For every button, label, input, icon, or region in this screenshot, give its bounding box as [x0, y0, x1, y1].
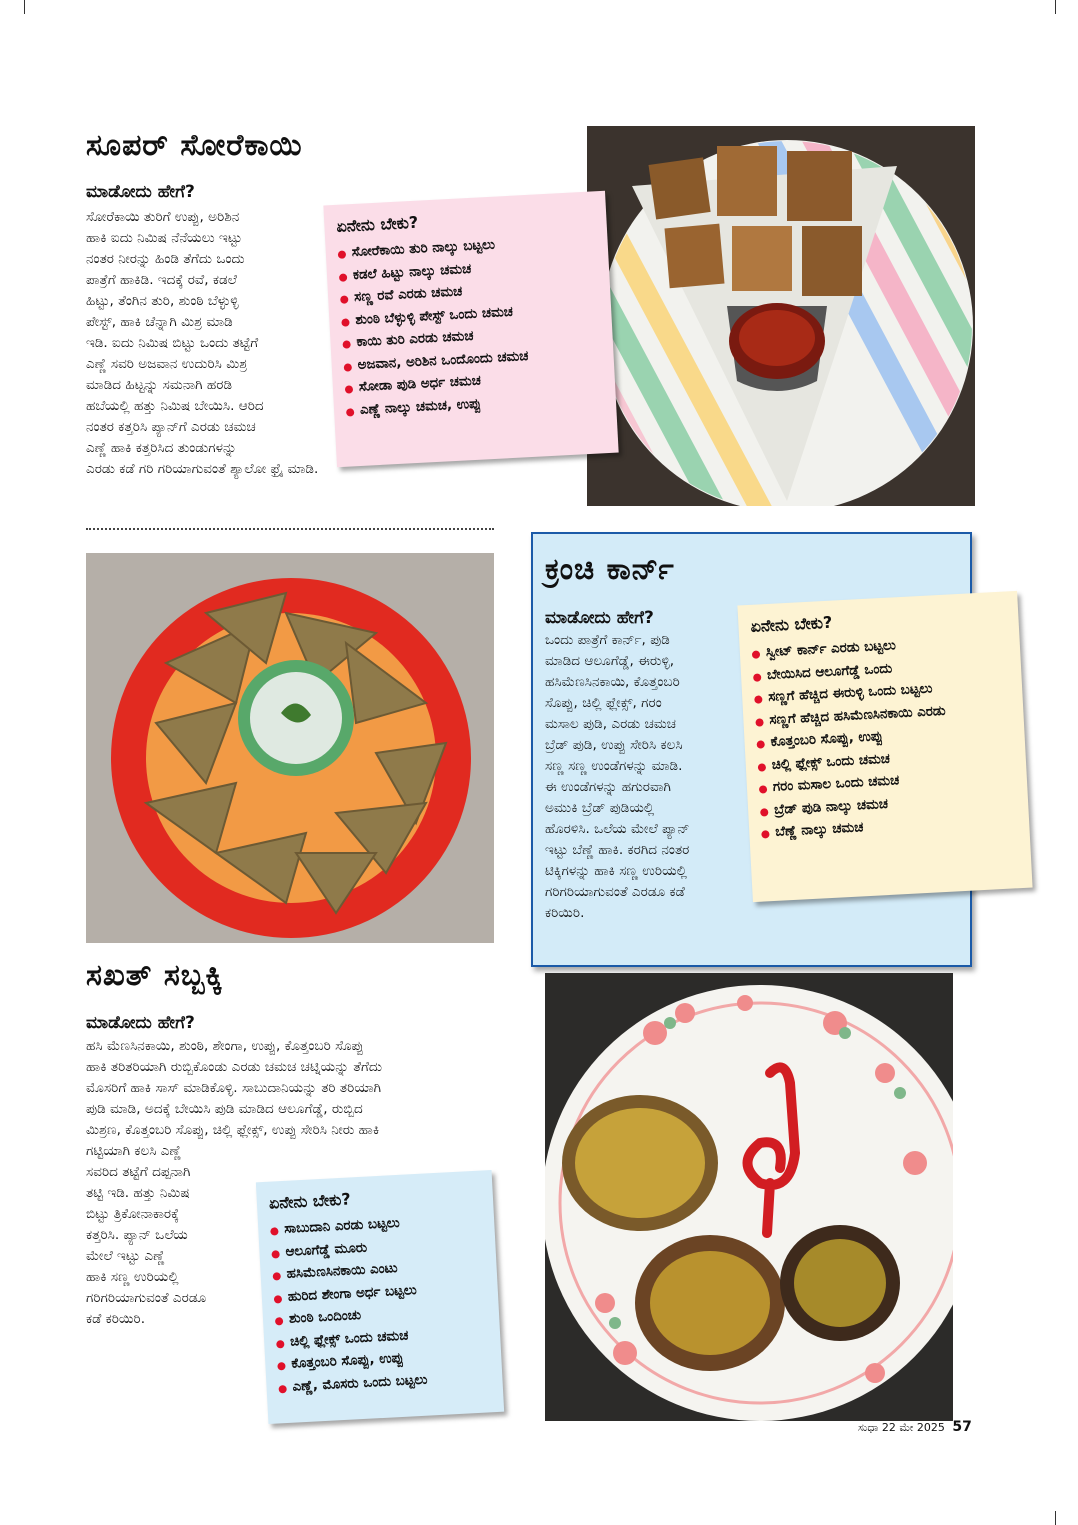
ingredient-text: ಸಣ್ಣಗೆ ಹೆಚ್ಚಿದ ಹಸಿಮೆಣಸಿನಕಾಯಿ ಎರಡು [769, 703, 946, 728]
recipe2-title: ಕ್ರಂಚಿ ಕಾರ್ನ್ [545, 552, 675, 587]
ingredient-text: ಸಣ್ಣಗೆ ಹೆಚ್ಚಿದ ಈರುಳ್ಳಿ ಒಂದು ಬಟ್ಟಲು [767, 681, 933, 706]
bullet-icon [752, 650, 760, 658]
ingredient-text: ಗರಂ ಮಸಾಲ ಒಂದು ಚಮಚ [772, 773, 900, 795]
method-line: ಹೊರಳಿಸಿ. ಒಲೆಯ ಮೇಲೆ ಪ್ಯಾನ್ [545, 821, 690, 837]
method-line: ಎರಡು ಕಡೆ ಗರಿ ಗರಿಯಾಗುವಂತೆ ಶ್ಯಾಲೋ ಫ್ರೈ ಮಾಡಿ. [86, 461, 319, 477]
method-line: ಸೊಪ್ಪು, ಚಿಲ್ಲಿ ಫ್ಲೇಕ್ಸ್, ಗರಂ [545, 695, 662, 711]
ingredient-text: ಸಾಬುದಾನಿ ಎರಡು ಬಟ್ಟಲು [283, 1215, 401, 1237]
ingredient-text: ಅಜವಾನ, ಅರಿಶಿನ ಒಂದೊಂದು ಚಮಚ [357, 348, 529, 373]
bullet-icon [271, 1250, 279, 1258]
method-line: ಹಾಕಿ ತರಿತರಿಯಾಗಿ ರುಬ್ಬಿಕೊಂಡು ಎರಡು ಚಮಚ ಚಟ್ನಿಯನ್ನು ತೆಗೆದು [86, 1059, 383, 1075]
ingredient-text: ಸ್ವೀಟ್ ಕಾರ್ನ್ ಎರಡು ಬಟ್ಟಲು [765, 638, 897, 661]
ingredient-text: ಹಸಿಮೆಣಸಿನಕಾಯಿ ಎಂಟು [286, 1261, 398, 1282]
recipe2-photo [545, 973, 953, 1421]
ingredient-text: ಶುಂಠಿ ಬೆಳ್ಳುಳ್ಳಿ ಪೇಸ್ಟ್ ಒಂದು ಚಮಚ [354, 304, 514, 328]
ingredient-text: ಸೋರೆಕಾಯಿ ತುರಿ ನಾಲ್ಕು ಬಟ್ಟಲು [351, 237, 496, 261]
recipe1-ingredients-heading: ಏನೇನು ಬೇಕು? [335, 212, 419, 236]
method-line: ಅಮುಕಿ ಬ್ರೆಡ್ ಪುಡಿಯಲ್ಲಿ [545, 800, 655, 816]
crop-mark-bottom-right [1055, 1511, 1070, 1525]
bullet-icon [759, 785, 767, 793]
method-line: ಸಣ್ಣ ಸಣ್ಣ ಉಂಡೆಗಳನ್ನು ಮಾಡಿ. [545, 758, 683, 774]
ingredient-text: ಕಾಯಿ ತುರಿ ಎರಡು ಚಮಚ [356, 328, 474, 350]
method-line: ಹಸಿ ಮೆಣಸಿನಕಾಯಿ, ಶುಂಠಿ, ಶೇಂಗಾ, ಉಪ್ಪು, ಕೊತ್ತಂಬರಿ ಸೊಪ್ಪು [86, 1038, 364, 1054]
bullet-icon [757, 740, 765, 748]
recipe1-ingredients-card [323, 191, 618, 467]
bullet-icon [342, 340, 350, 348]
recipe3-method-heading: ಮಾಡೋದು ಹೇಗೆ? [86, 1013, 195, 1033]
ingredient-text: ಸಣ್ಣ ರವೆ ಎರಡು ಚಮಚ [353, 284, 463, 306]
method-line: ಹಸಿಮೆಣಸಿನಕಾಯಿ, ಕೊತ್ತಂಬರಿ [545, 674, 680, 690]
recipe2-method-text [545, 630, 755, 924]
method-line: ಮೊಸರಿಗೆ ಹಾಕಿ ಸಾಸ್ ಮಾಡಿಕೊಳ್ಳಿ. ಸಾಬುದಾನಿಯನ್ನು ತರಿ ತರಿಯಾಗಿ [86, 1080, 382, 1096]
page-footer [858, 1419, 972, 1435]
bullet-icon [275, 1317, 283, 1325]
bullet-icon [278, 1385, 286, 1393]
recipe3-photo [86, 553, 494, 943]
bullet-icon [270, 1227, 278, 1235]
bullet-icon [338, 250, 346, 258]
method-line: ಟಿಕ್ಕಿಗಳನ್ನು ಹಾಕಿ ಸಣ್ಣ ಉರಿಯಲ್ಲಿ [545, 863, 687, 879]
bullet-icon [273, 1272, 281, 1280]
method-line: ನಂತರ ನೀರನ್ನು ಹಿಂಡಿ ತೆಗೆದು ಒಂದು [86, 251, 245, 267]
bullet-icon [340, 295, 348, 303]
method-line: ಇಟ್ಟು ಬೆಣ್ಣೆ ಹಾಕಿ. ಕರಗಿದ ನಂತರ [545, 842, 690, 858]
bullet-icon [346, 408, 354, 416]
section-divider [86, 528, 494, 530]
recipe2-ingredients-heading: ಏನೇನು ಬೇಕು? [750, 612, 833, 636]
method-line: ಗರಿಗರಿಯಾಗುವಂತೆ ಎರಡೂ ಕಡೆ [545, 884, 685, 900]
method-line: ಎಣ್ಣೆ ಸವರಿ ಅಜವಾನ ಉದುರಿಸಿ ಮಿಶ್ರ [86, 356, 248, 372]
method-line: ತಟ್ಟಿ ಇಡಿ. ಹತ್ತು ನಿಮಿಷ [86, 1185, 190, 1201]
publication-date: ಸುಧಾ 22 ಮೇ 2025 [858, 1421, 945, 1434]
method-line: ಕತ್ತರಿಸಿ. ಪ್ಯಾನ್ ಒಲೆಯ [86, 1227, 188, 1243]
bullet-icon [760, 808, 768, 816]
method-line: ಪಾತ್ರೆಗೆ ಹಾಕಿಡಿ. ಇದಕ್ಕೆ ರವೆ, ಕಡಲೆ [86, 272, 237, 288]
method-line: ಬಿಟ್ಟು ತ್ರಿಕೋನಾಕಾರಕ್ಕೆ [86, 1206, 180, 1222]
method-line: ಮೇಲೆ ಇಟ್ಟು ಎಣ್ಣೆ [86, 1248, 165, 1264]
method-line: ಮಾಡಿದ ಆಲೂಗೆಡ್ಡೆ, ಈರುಳ್ಳಿ, [545, 653, 675, 669]
bullet-icon [758, 763, 766, 771]
method-line: ಎಣ್ಣೆ ಹಾಕಿ ಕತ್ತರಿಸಿದ ತುಂಡುಗಳನ್ನು [86, 440, 237, 456]
method-line: ನಂತರ ಕತ್ತರಿಸಿ ಪ್ಯಾನ್‌ಗೆ ಎರಡು ಚಮಚ [86, 419, 256, 435]
ingredient-text: ಚಿಲ್ಲಿ ಫ್ಲೇಕ್ಸ್ ಒಂದು ಚಮಚ [771, 751, 891, 773]
method-line: ಮಿಶ್ರಣ, ಕೊತ್ತಂಬರಿ ಸೊಪ್ಪು, ಚಿಲ್ಲಿ ಫ್ಲೇಕ್ಸ್, ಉಪ್ಪು ಸೇರಿಸಿ ನೀರು ಹಾಕಿ [86, 1122, 380, 1138]
recipe3-ingredients-list [270, 1209, 491, 1400]
bullet-icon [341, 318, 349, 326]
ingredient-text: ಕೊತ್ತಂಬರಿ ಸೊಪ್ಪು, ಉಪ್ಪು [770, 729, 884, 750]
recipe3-ingredients-heading: ಏನೇನು ಬೇಕು? [268, 1189, 352, 1213]
ingredient-text: ಹುರಿದ ಶೇಂಗಾ ಅರ್ಧ ಬಟ್ಟಲು [287, 1282, 418, 1305]
bullet-icon [276, 1340, 284, 1348]
method-line: ಹಾಕಿ ಸಣ್ಣ ಉರಿಯಲ್ಲಿ [86, 1269, 179, 1285]
recipe3-method-text-full [86, 1036, 498, 1141]
method-line: ಸೋರೆಕಾಯಿ ತುರಿಗೆ ಉಪ್ಪು, ಅರಿಶಿನ [86, 209, 240, 225]
method-line: ಹಾಕಿ ಐದು ನಿಮಿಷ ನೆನೆಯಲು ಇಟ್ಟು [86, 230, 243, 246]
method-line: ಹಿಟ್ಟು, ತೆಂಗಿನ ತುರಿ, ಶುಂಠಿ ಬೆಳ್ಳುಳ್ಳಿ [86, 293, 239, 309]
ingredient-text: ಚಿಲ್ಲಿ ಫ್ಲೇಕ್ಸ್ ಒಂದು ಚಮಚ [289, 1328, 409, 1350]
method-line: ಕರಿಯಿರಿ. [545, 905, 585, 921]
ingredient-text: ಎಣ್ಣೆ ನಾಲ್ಕು ಚಮಚ, ಉಪ್ಪು [359, 396, 482, 418]
bullet-icon [345, 385, 353, 393]
method-line: ಪುಡಿ ಮಾಡಿ, ಅದಕ್ಕೆ ಬೇಯಿಸಿ ಪುಡಿ ಮಾಡಿದ ಆಲೂಗೆಡ್ಡೆ, ರುಬ್ಬಿದ [86, 1101, 363, 1117]
recipe1-title: ಸೂಪರ್ ಸೋರೆಕಾಯಿ [86, 128, 303, 163]
bullet-icon [753, 673, 761, 681]
bullet-icon [761, 830, 769, 838]
bullet-icon [755, 718, 763, 726]
ingredient-text: ಕಡಲೆ ಹಿಟ್ಟು ನಾಲ್ಕು ಚಮಚ [352, 261, 472, 283]
ingredient-text: ಶುಂಠಿ ಒಂದಿಂಚು [288, 1308, 362, 1327]
ingredient-text: ಬೆಣ್ಣೆ ನಾಲ್ಕು ಚಮಚ [774, 820, 864, 840]
ingredient-text: ಬ್ರೆಡ್ ಪುಡಿ ನಾಲ್ಕು ಚಮಚ [773, 796, 889, 818]
method-line: ಈ ಉಂಡೆಗಳನ್ನು ಹಗುರವಾಗಿ [545, 779, 671, 795]
method-line: ಸವರಿದ ತಟ್ಟೆಗೆ ದಪ್ಪನಾಗಿ [86, 1164, 191, 1180]
method-line: ಕಡೆ ಕರಿಯಿರಿ. [86, 1311, 146, 1327]
method-line: ಗರಿಗರಿಯಾಗುವಂತೆ ಎರಡೂ [86, 1290, 207, 1306]
page-number: 57 [952, 1419, 972, 1435]
method-line: ಬ್ರೆಡ್ ಪುಡಿ, ಉಪ್ಪು ಸೇರಿಸಿ ಕಲಸಿ [545, 737, 683, 753]
ingredient-text: ಎಣ್ಣೆ, ಮೊಸರು ಒಂದು ಬಟ್ಟಲು [292, 1372, 428, 1395]
method-line: ಮಾಡಿದ ಹಿಟ್ಟನ್ನು ಸಮನಾಗಿ ಹರಡಿ [86, 377, 233, 393]
recipe1-ingredients-list [337, 229, 604, 422]
ingredient-text: ಆಲೂಗೆಡ್ಡೆ ಮೂರು [285, 1240, 368, 1260]
method-line: ಒಂದು ಪಾತ್ರೆಗೆ ಕಾರ್ನ್, ಪುಡಿ [545, 632, 670, 648]
recipe3-ingredients-card [256, 1170, 504, 1424]
crop-mark-top-left [10, 0, 25, 14]
method-line: ಮಸಾಲ ಪುಡಿ, ಎರಡು ಚಮಚ [545, 716, 677, 732]
recipe3-method-text-narrow [86, 1141, 254, 1330]
bullet-icon [754, 695, 762, 703]
recipe2-method-heading: ಮಾಡೋದು ಹೇಗೆ? [545, 608, 654, 628]
ingredient-text: ಕೊತ್ತಂಬರಿ ಸೊಪ್ಪು, ಉಪ್ಪು [291, 1350, 404, 1372]
method-line: ಹಬೆಯಲ್ಲಿ ಹತ್ತು ನಿಮಿಷ ಬೇಯಿಸಿ. ಆರಿದ [86, 398, 264, 414]
bullet-icon [274, 1295, 282, 1303]
recipe1-method-heading: ಮಾಡೋದು ಹೇಗೆ? [86, 182, 195, 202]
recipe2-ingredients-card [737, 591, 1032, 902]
recipe2-ingredients-list [751, 629, 1017, 845]
crop-mark-top-right [1055, 0, 1070, 14]
ingredient-text: ಸೋಡಾ ಪುಡಿ ಅರ್ಧ ಚಮಚ [358, 373, 482, 395]
method-line: ಇಡಿ. ಐದು ನಿಮಿಷ ಬಿಟ್ಟು ಒಂದು ತಟ್ಟೆಗೆ [86, 335, 259, 351]
method-line: ಪೇಸ್ಟ್, ಹಾಕಿ ಚೆನ್ನಾಗಿ ಮಿಶ್ರ ಮಾಡಿ [86, 314, 233, 330]
recipe3-title: ಸಖತ್ ಸಬ್ಬಕ್ಕಿ [86, 958, 224, 993]
recipe1-photo [587, 126, 975, 506]
bullet-icon [344, 363, 352, 371]
bullet-icon [277, 1362, 285, 1370]
method-line: ಗಟ್ಟಿಯಾಗಿ ಕಲಸಿ ಎಣ್ಣೆ [86, 1143, 182, 1159]
ingredient-text: ಬೇಯಿಸಿದ ಆಲೂಗೆಡ್ಡೆ ಒಂದು [766, 661, 893, 683]
bullet-icon [339, 273, 347, 281]
